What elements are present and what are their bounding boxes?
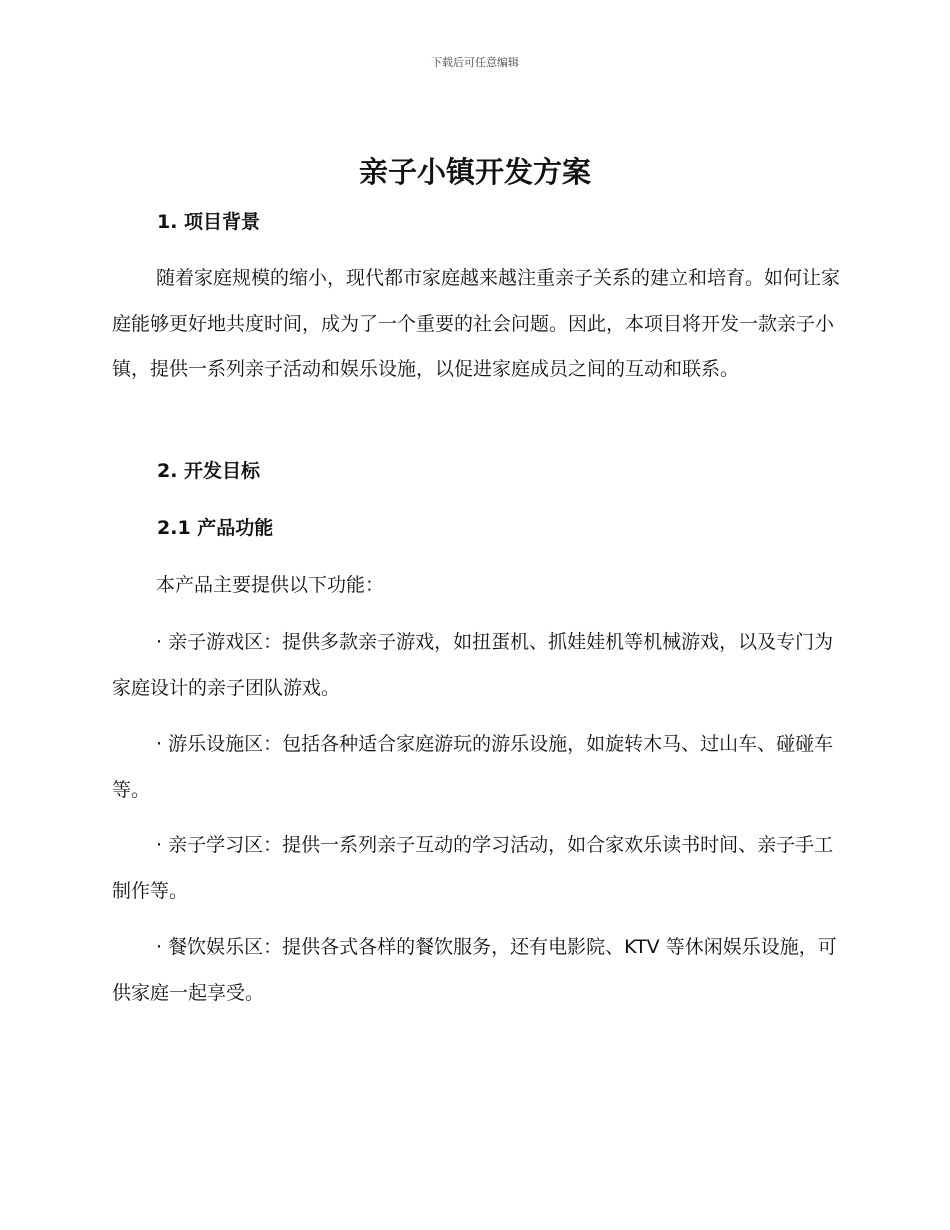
list-item-ride-zone: · 游乐设施区：包括各种适合家庭游玩的游乐设施，如旋转木马、过山车、碰碰车等。 bbox=[112, 733, 834, 801]
list-item-game-zone: · 亲子游戏区：提供多款亲子游戏，如扭蛋机、抓娃娃机等机械游戏，以及专门为家庭设计的亲子团队游戏。 bbox=[112, 631, 834, 699]
section-heading-goals: 2. 开发目标 bbox=[157, 460, 261, 482]
list-item-learning-zone: · 亲子学习区：提供一系列亲子互动的学习活动，如合家欢乐读书时间、亲子手工制作等。 bbox=[112, 834, 834, 902]
document-title: 亲子小镇开发方案 bbox=[358, 155, 591, 189]
paragraph-features-intro: 本产品主要提供以下功能： bbox=[156, 574, 385, 596]
paragraph-background: 随着家庭规模的缩小，现代都市家庭越来越注重亲子关系的建立和培育。如何让家庭能够更好地共度时间，成为了一个重要的社会问题。因此，本项目将开发一款亲子小镇，提供一系列亲子活动和娱乐设施，以促进家庭成员之间的互动和联系。 bbox=[112, 267, 841, 380]
section-heading-background: 1. 项目背景 bbox=[157, 211, 261, 233]
header-note: 下载后可任意编辑 bbox=[431, 56, 519, 69]
subsection-heading-features: 2.1 产品功能 bbox=[157, 517, 274, 539]
list-item-dining-zone: · 餐饮娱乐区：提供各式各样的餐饮服务，还有电影院、KTV 等休闲娱乐设施，可供家庭一起享受。 bbox=[112, 936, 837, 1004]
